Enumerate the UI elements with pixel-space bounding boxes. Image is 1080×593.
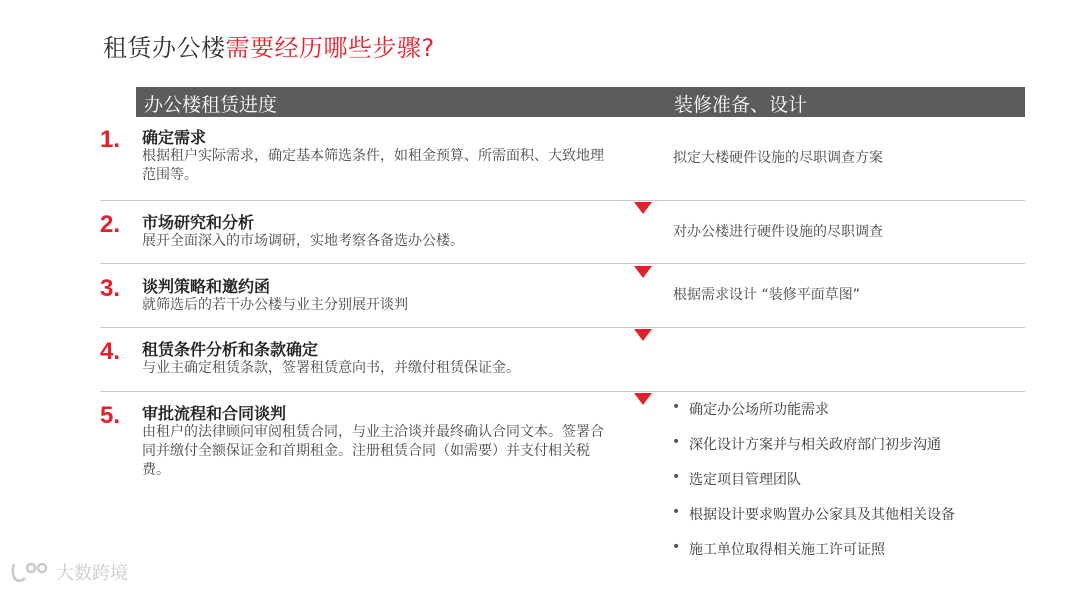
step-design-task: 拟定大楼硬件设施的尽职调查方案: [673, 150, 883, 166]
step-description: 根据租户实际需求，确定基本筛选条件，如租金预算、所需面积、大致地理范围等。: [142, 148, 604, 183]
step-3: [100, 274, 1025, 319]
step-title: 审批流程和合同谈判: [142, 404, 287, 423]
step-2: [100, 210, 1025, 255]
step-description: 与业主确定租赁条款，签署租赁意向书，并缴付租赁保证金。: [142, 360, 520, 376]
page-title-accent: 需要经历哪些步骤?: [225, 34, 435, 62]
divider: [100, 200, 1025, 201]
header-bar: [136, 87, 1025, 117]
header-left-label: 办公楼租赁进度: [144, 94, 278, 116]
list-item: • 施工单位取得相关施工许可证照: [672, 539, 955, 574]
list-item: • 根据设计要求购置办公家具及其他相关设备: [672, 504, 955, 539]
watermark: [10, 559, 128, 589]
watermark-logo-icon: [10, 560, 50, 589]
step-design-task: 对办公楼进行硬件设施的尽职调查: [673, 224, 883, 240]
step-number: 2.: [100, 211, 121, 238]
step-title: 市场研究和分析: [142, 213, 255, 232]
header-right-label: 装修准备、设计: [674, 94, 808, 116]
divider: [100, 263, 1025, 264]
step-number: 3.: [100, 275, 121, 302]
list-item: • 选定项目管理团队: [672, 469, 955, 504]
divider: [100, 327, 1025, 328]
step-title: 租赁条件分析和条款确定: [142, 340, 319, 359]
list-item: • 深化设计方案并与相关政府部门初步沟通: [672, 434, 955, 469]
list-item: • 确定办公场所功能需求: [672, 399, 955, 434]
step-1: [100, 125, 1025, 195]
step-description: 展开全面深入的市场调研，实地考察各备选办公楼。: [142, 233, 464, 249]
divider: [100, 391, 1025, 392]
page-title-main: 租赁办公楼: [103, 34, 226, 62]
step-4: [100, 337, 1025, 382]
step-number: 4.: [100, 338, 121, 365]
step-design-task: 根据需求设计 “装修平面草图”: [673, 287, 860, 303]
step-title: 确定需求: [142, 128, 207, 147]
step-description: 由租户的法律顾问审阅租赁合同，与业主洽谈并最终确认合同文本。签署合同并缴付全额保证金和首期租金。注册租赁合同（如需要）并支付相关税费。: [142, 424, 604, 478]
step-description: 就筛选后的若干办公楼与业主分别展开谈判: [142, 297, 408, 313]
page-title: [103, 28, 435, 63]
step-number: 1.: [100, 126, 121, 153]
step-number: 5.: [100, 402, 121, 429]
design-checklist: [672, 399, 955, 574]
watermark-text: 大数跨境: [56, 563, 128, 584]
step-title: 谈判策略和邀约函: [142, 277, 271, 296]
